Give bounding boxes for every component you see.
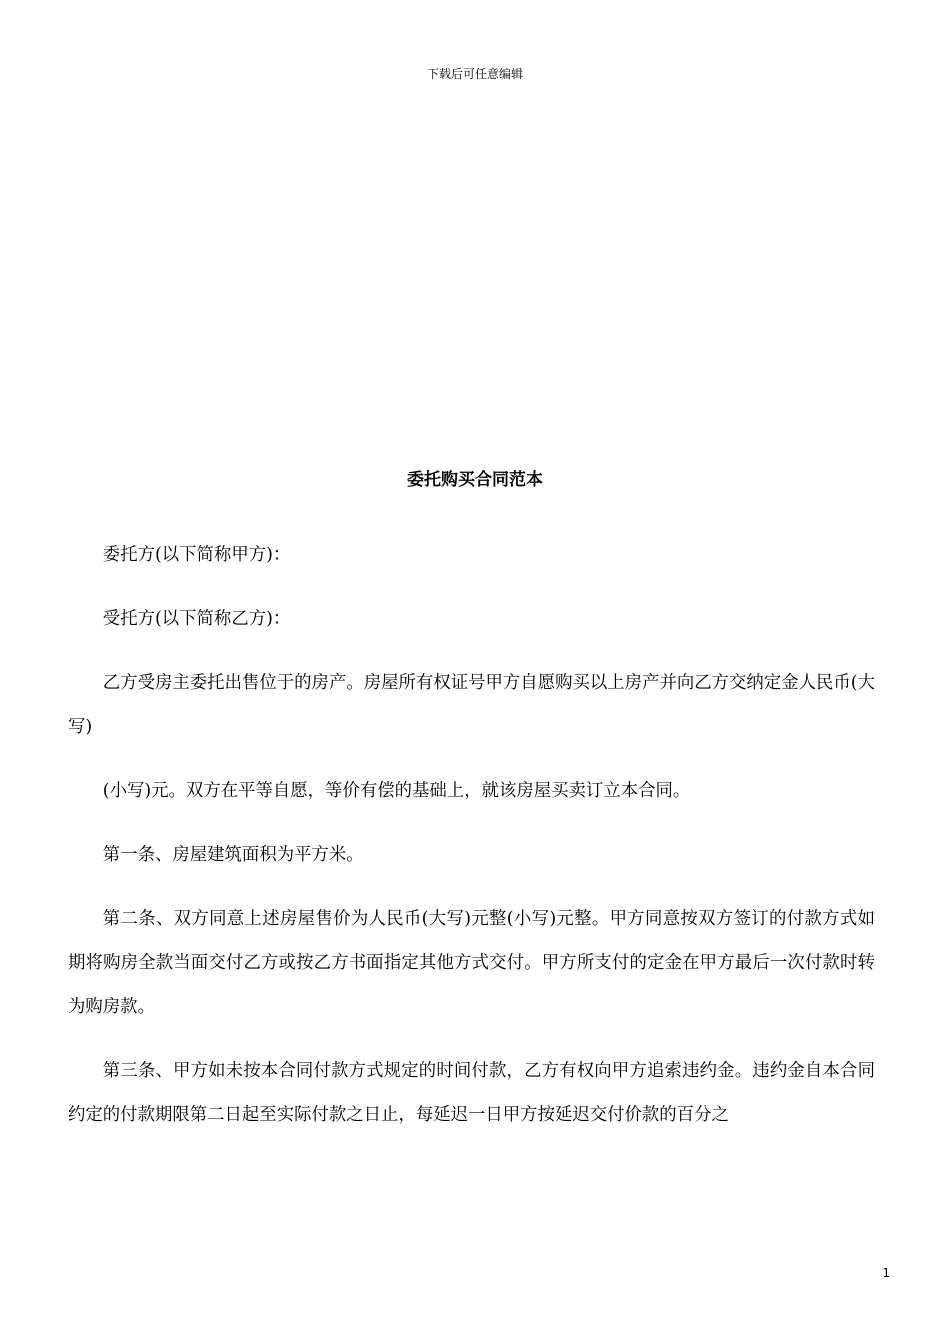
paragraph-principal: 委托方(以下简称甲方)： [102,545,291,565]
document-body [68,533,875,1157]
paragraph-article-1: 第一条、房屋建筑面积为平方米。 [102,845,364,865]
paragraph-article-2: 第二条、双方同意上述房屋售价为人民币(大写)元整(小写)元整。甲方同意按双方签订的付款方式如期将购房全款当面交付乙方或按乙方书面指定其他方式交付。甲方所支付的定金在甲方最后一次付款时转为购房款。 [68,909,875,1017]
paragraph-intro: 乙方受房主委托出售位于的房产。房屋所有权证号甲方自愿购买以上房产并向乙方交纳定金人民币(大写) [68,673,875,737]
paragraph-article-3: 第三条、甲方如未按本合同付款方式规定的时间付款，乙方有权向甲方追索违约金。违约金自本合同约定的付款期限第二日起至实际付款之日止，每延迟一日甲方按延迟交付价款的百分之 [68,1061,875,1125]
page-number: 1 [882,1266,890,1280]
paragraph-agent: 受托方(以下简称乙方)： [102,609,291,629]
document-title: 委托购买合同范本 [407,470,543,490]
page-header: 下载后可任意编辑 [426,67,523,81]
paragraph-amount: (小写)元。双方在平等自愿，等价有偿的基础上，就该房屋买卖订立本合同。 [102,781,691,801]
